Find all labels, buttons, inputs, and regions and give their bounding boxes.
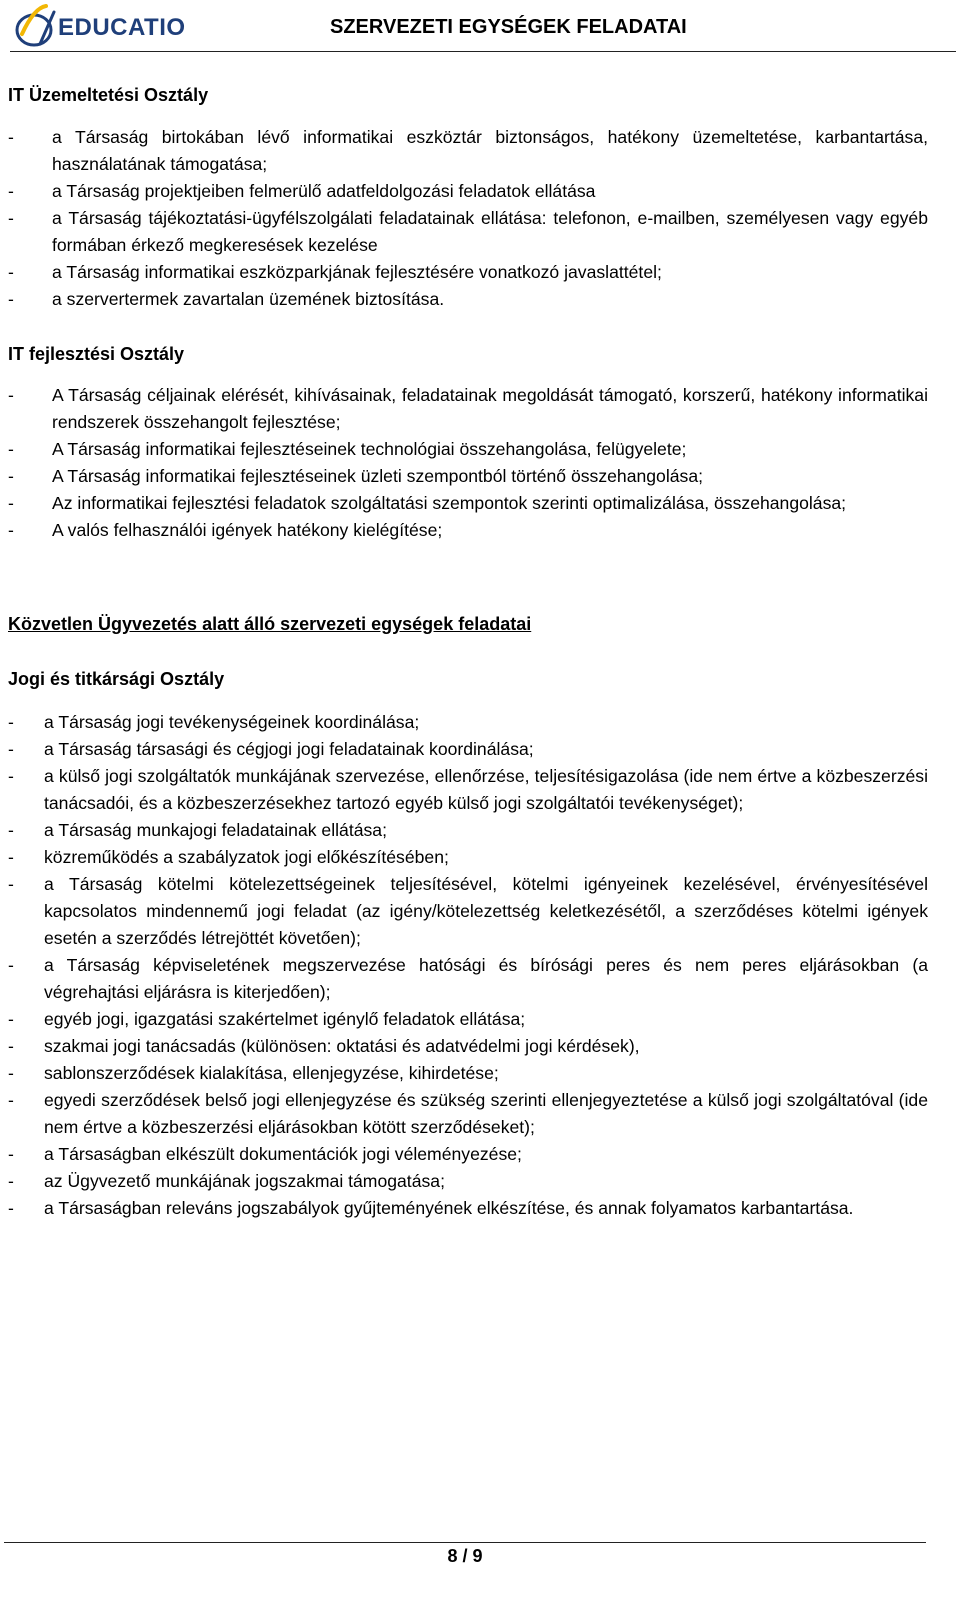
list-item: - a szervertermek zavartalan üzemének biztosítása.	[8, 289, 445, 309]
list-item: - a Társaság tájékoztatási-ügyfélszolgálati feladatainak ellátása: telefonon, e-mailben, személyesen vagy egyéb formában érkező megkeresések kezelése	[8, 208, 928, 255]
list-item: - a Társaság képviseletének megszervezése hatósági és bírósági peres és nem peres eljárásokban (a végrehajtási eljárásra is kiterjedően);	[8, 955, 928, 1002]
list-item: - a Társaságban elkészült dokumentációk jogi véleményezése;	[8, 1144, 522, 1164]
heading-it-operations: IT Üzemeltetési Osztály	[8, 85, 209, 105]
list-item: - sablonszerződések kialakítása, ellenjegyzése, kihirdetése;	[8, 1063, 499, 1083]
list-item: - a Társaság jogi tevékenységeinek koordinálása;	[8, 712, 420, 732]
legal-list	[8, 709, 928, 1222]
list-item: - a Társaság munkajogi feladatainak ellátása;	[8, 820, 387, 840]
list-item: - a Társaság kötelmi kötelezettségeinek teljesítésével, kötelmi igényeinek kezelésével, érvényesítésével kapcsolatos mindennemű jogi feladat (az igény/kötelezettség keletkezésétől, a szerződéses kötelmi igények esetén a szerződés létrejöttét követően);	[8, 874, 928, 948]
list-item: - az Ügyvezető munkájának jogszakmai támogatása;	[8, 1171, 445, 1191]
page-header	[0, 0, 960, 56]
footer-divider	[4, 1542, 926, 1543]
list-item: - szakmai jogi tanácsadás (különösen: oktatási és adatvédelmi jogi kérdések),	[8, 1036, 640, 1056]
list-item: - közreműködés a szabályzatok jogi előkészítésében;	[8, 847, 449, 867]
list-item: - A valós felhasználói igények hatékony kielégítése;	[8, 520, 443, 540]
document-title: SZERVEZETI EGYSÉGEK FELADATAI	[330, 16, 687, 38]
list-item: - a Társaság birtokában lévő informatikai eszköztár biztonságos, hatékony üzemeltetése, karbantartása, használatának támogatása;	[8, 127, 928, 174]
list-item: - egyéb jogi, igazgatási szakértelmet igénylő feladatok ellátása;	[8, 1009, 526, 1029]
list-item: - a Társaság informatikai eszközparkjának fejlesztésére vonatkozó javaslattétel;	[8, 262, 662, 282]
list-item: - A Társaság informatikai fejlesztéseinek technológiai összehangolása, felügyelete;	[8, 439, 687, 459]
list-item: - a Társaság projektjeiben felmerülő adatfeldolgozási feladatok ellátása	[8, 181, 596, 201]
heading-it-development: IT fejlesztési Osztály	[8, 344, 185, 364]
logo-text: EDUCATIO	[58, 14, 186, 41]
heading-legal: Jogi és titkársági Osztály	[8, 669, 225, 689]
logo-emblem-icon	[14, 4, 58, 50]
header-divider	[10, 51, 956, 52]
list-item: - a külső jogi szolgáltatók munkájának szervezése, ellenőrzése, teljesítésigazolása (ide nem értve a közbeszerzési tanácsadói, és a közbeszerzésekhez tartozó egyéb külső jogi szolgáltatói tevékenységet);	[8, 766, 928, 813]
it-development-list	[8, 382, 928, 544]
list-item: - A Társaság informatikai fejlesztéseinek üzleti szempontból történő összehangolása;	[8, 466, 704, 486]
list-item: - a Társaságban releváns jogszabályok gyűjteményének elkészítése, és annak folyamatos karbantartása.	[8, 1198, 854, 1218]
it-operations-list	[8, 124, 928, 313]
list-item: - A Társaság céljainak elérését, kihívásainak, feladatainak megoldását támogató, korszerű, hatékony informatikai rendszerek összehangolt fejlesztése;	[8, 385, 928, 432]
list-item: - a Társaság társasági és cégjogi jogi feladatainak koordinálása;	[8, 739, 534, 759]
educatio-logo	[14, 4, 214, 50]
heading-direct-units: Közvetlen Ügyvezetés alatt álló szervezeti egységek feladatai	[8, 614, 532, 634]
list-item: - Az informatikai fejlesztési feladatok szolgáltatási szempontok szerinti optimalizálása, összehangolása;	[8, 493, 847, 513]
list-item: - egyedi szerződések belső jogi ellenjegyzése és szükség szerinti ellenjegyeztetése a külső jogi szolgáltatóval (ide nem értve a közbeszerzési eljárásokban kötött szerződéseket);	[8, 1090, 928, 1137]
page-number: 8 / 9	[447, 1546, 483, 1566]
